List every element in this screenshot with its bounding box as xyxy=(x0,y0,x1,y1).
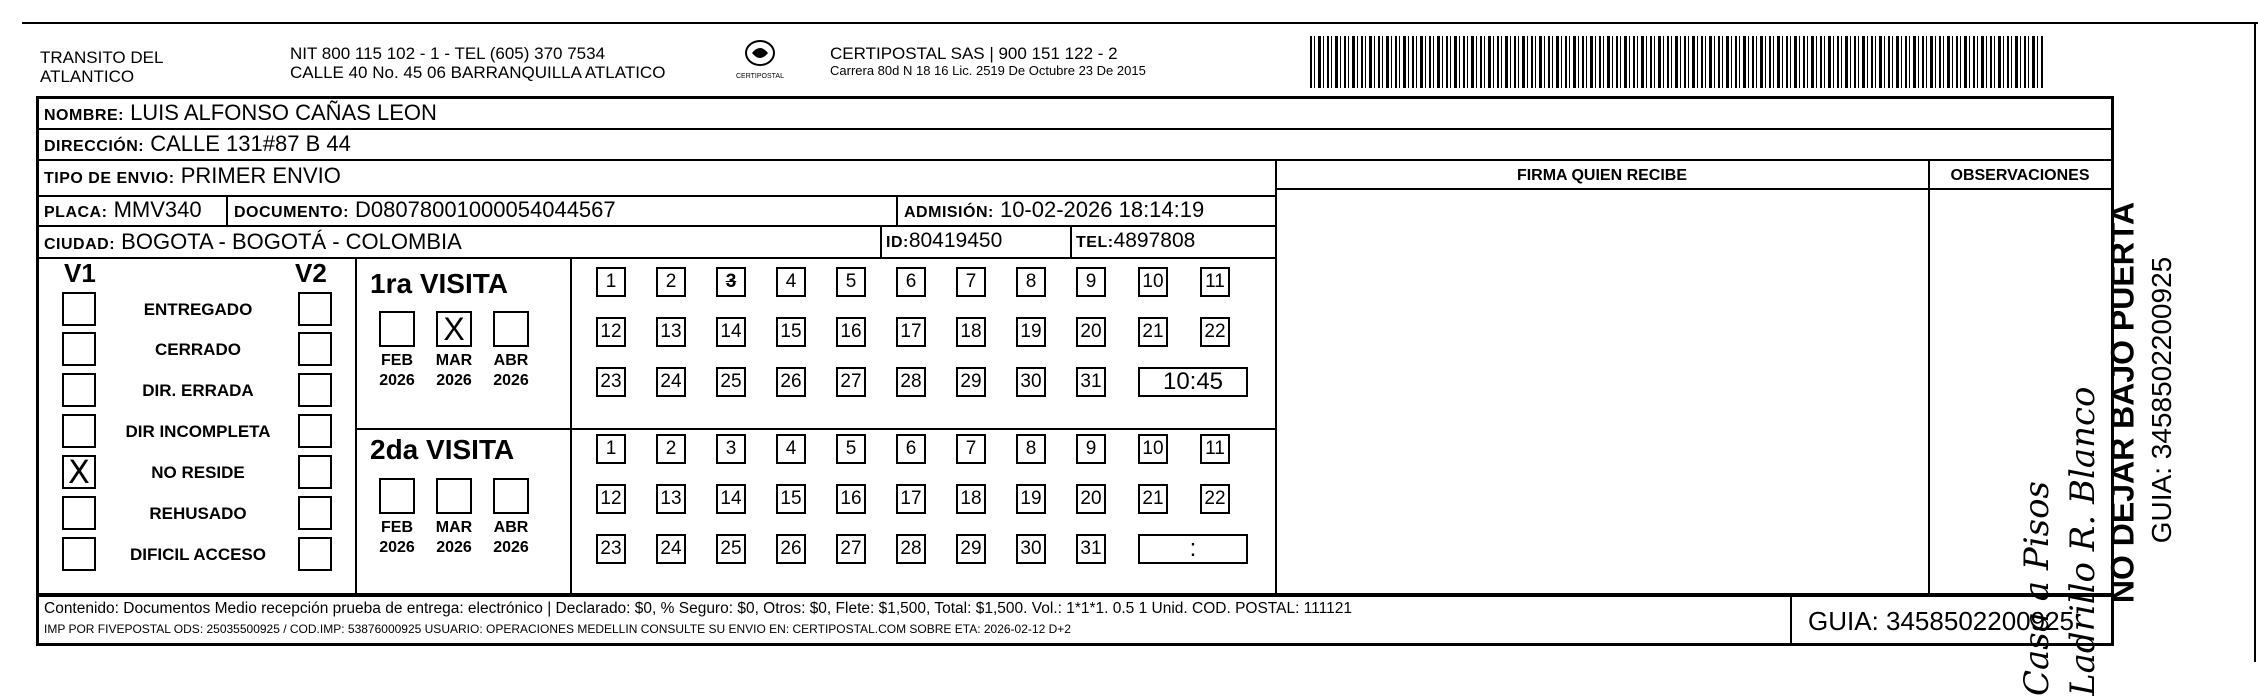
day-box[interactable]: 11 xyxy=(1200,267,1230,297)
id-field: ID:80419450 xyxy=(886,229,1003,252)
day-box[interactable]: 30 xyxy=(1016,367,1046,397)
day-box[interactable]: 3 xyxy=(716,267,746,297)
row-line xyxy=(38,159,2112,161)
barcode xyxy=(1310,36,2045,88)
v2-label: V2 xyxy=(295,258,327,288)
day-box[interactable]: 25 xyxy=(716,534,746,564)
day-box[interactable]: 13 xyxy=(656,317,686,347)
send-type-field: TIPO DE ENVIO: PRIMER ENVIO xyxy=(44,163,341,188)
day-box[interactable]: 14 xyxy=(716,317,746,347)
row-line xyxy=(38,257,1276,259)
observation-line2: Ladrillo R. Blanco xyxy=(2063,386,2103,696)
footer-guide: GUIA: 3458502200925 xyxy=(1808,606,2074,636)
day-box[interactable]: 11 xyxy=(1200,434,1230,464)
v1-checkbox[interactable] xyxy=(62,537,96,571)
day-box[interactable]: 27 xyxy=(836,367,866,397)
status-label: REHUSADO xyxy=(149,504,247,523)
day-box[interactable]: 19 xyxy=(1016,317,1046,347)
courier-logo: CERTIPOSTAL xyxy=(730,38,790,88)
plate-field: PLACA: MMV340 xyxy=(44,197,202,222)
day-box[interactable]: 21 xyxy=(1138,317,1168,347)
v2-checkbox[interactable] xyxy=(298,332,332,366)
v1-checkbox[interactable] xyxy=(62,292,96,326)
status-label: ENTREGADO xyxy=(143,300,253,319)
day-box[interactable]: 30 xyxy=(1016,534,1046,564)
day-box[interactable]: 7 xyxy=(956,434,986,464)
day-box[interactable]: 16 xyxy=(836,317,866,347)
courier-license: Carrera 80d N 18 16 Lic. 2519 De Octubre 23 De 2015 xyxy=(830,63,1146,78)
day-box[interactable]: 15 xyxy=(776,317,806,347)
day-box[interactable]: 24 xyxy=(656,367,686,397)
v1-checkbox[interactable] xyxy=(62,496,96,530)
signature-col-left xyxy=(1275,159,1277,596)
id-divider xyxy=(880,225,882,257)
day-box[interactable]: 4 xyxy=(776,267,806,297)
footer-content: Contenido: Documentos Medio recepción prueba de entrega: electrónico | Declarado: $0, % Seguro: $0, Otros: $0, Flete: $1,500, Total: $1,500. Vol.: 1*1*1. 0.5 1 Unid. COD. POSTAL: 111121 xyxy=(44,600,1352,617)
observations-header: OBSERVACIONES xyxy=(1950,167,2090,184)
day-box[interactable]: 6 xyxy=(896,434,926,464)
month-name: MAR xyxy=(435,519,473,536)
day-box[interactable]: 2 xyxy=(656,434,686,464)
tel-field: TEL:4897808 xyxy=(1076,229,1196,252)
month-year: 2026 xyxy=(493,539,529,556)
day-box[interactable]: 6 xyxy=(896,267,926,297)
v2-checkbox[interactable] xyxy=(298,373,332,407)
day-box[interactable]: 31 xyxy=(1076,367,1106,397)
v1-checkbox[interactable] xyxy=(62,373,96,407)
day-box[interactable]: 22 xyxy=(1200,484,1230,514)
sender-name: TRANSITO DEL ATLANTICO xyxy=(40,48,164,86)
day-box[interactable]: 8 xyxy=(1016,434,1046,464)
day-box[interactable]: 15 xyxy=(776,484,806,514)
courier-logo-icon xyxy=(743,38,777,68)
month-checkbox[interactable] xyxy=(493,478,529,514)
day-box[interactable]: 16 xyxy=(836,484,866,514)
month-name: FEB xyxy=(381,519,413,536)
day-box[interactable]: 18 xyxy=(956,317,986,347)
month-year: 2026 xyxy=(436,539,472,556)
visit-time[interactable]: : xyxy=(1138,534,1248,564)
address-field: DIRECCIÓN: CALLE 131#87 B 44 xyxy=(44,131,351,156)
day-box[interactable]: 29 xyxy=(956,534,986,564)
sender-nit: NIT 800 115 102 - 1 - TEL (605) 370 7534 xyxy=(290,44,606,63)
month-name: ABR xyxy=(493,519,529,536)
visit-section-divider xyxy=(570,257,572,596)
day-box[interactable]: 18 xyxy=(956,484,986,514)
day-box[interactable]: 31 xyxy=(1076,534,1106,564)
month-year: 2026 xyxy=(493,372,529,389)
day-box[interactable]: 27 xyxy=(836,534,866,564)
month-checkbox[interactable] xyxy=(493,311,529,347)
day-box[interactable]: 7 xyxy=(956,267,986,297)
day-box[interactable]: 26 xyxy=(776,534,806,564)
visit1-title: 1ra VISITA xyxy=(370,268,508,299)
plate-divider xyxy=(226,195,228,225)
name-field: NOMBRE: LUIS ALFONSO CAÑAS LEON xyxy=(44,100,437,125)
month-name: ABR xyxy=(493,352,529,369)
page-right-border xyxy=(2254,22,2256,662)
month-checkbox[interactable] xyxy=(436,478,472,514)
month-checkbox[interactable] xyxy=(379,311,415,347)
day-box[interactable]: 23 xyxy=(596,534,626,564)
sender-address: CALLE 40 No. 45 06 BARRANQUILLA ATLATICO xyxy=(290,63,666,82)
day-box[interactable]: 9 xyxy=(1076,267,1106,297)
v2-checkbox[interactable] xyxy=(298,414,332,448)
month-year: 2026 xyxy=(379,539,415,556)
column-header-line xyxy=(1276,188,2112,190)
sender-contact xyxy=(290,44,665,82)
day-box[interactable]: 20 xyxy=(1076,317,1106,347)
side-warning: NO DEJAR BAJO PUERTA xyxy=(2104,201,2141,604)
day-box[interactable]: 13 xyxy=(656,484,686,514)
status-label: DIR. ERRADA xyxy=(142,381,254,400)
day-box[interactable]: 12 xyxy=(596,484,626,514)
row-line xyxy=(38,225,1276,227)
day-box[interactable]: 25 xyxy=(716,367,746,397)
day-box[interactable]: 9 xyxy=(1076,434,1106,464)
day-box[interactable]: 4 xyxy=(776,434,806,464)
day-box[interactable]: 19 xyxy=(1016,484,1046,514)
status-label: DIR INCOMPLETA xyxy=(125,422,271,441)
day-box[interactable]: 22 xyxy=(1200,317,1230,347)
side-guide: GUIA: 3458502200925 xyxy=(2146,256,2177,544)
status-label: DIFICIL ACCESO xyxy=(129,545,266,564)
courier-info xyxy=(830,44,1146,79)
month-year: 2026 xyxy=(379,372,415,389)
v2-checkbox[interactable] xyxy=(298,537,332,571)
day-box[interactable]: 5 xyxy=(836,434,866,464)
day-box[interactable]: 3 xyxy=(716,434,746,464)
v1-label: V1 xyxy=(64,258,96,288)
day-box[interactable]: 1 xyxy=(596,434,626,464)
day-box[interactable]: 23 xyxy=(596,367,626,397)
status-label: CERRADO xyxy=(155,340,241,359)
admission-field: ADMISIÓN: 10-02-2026 18:14:19 xyxy=(904,197,1205,222)
day-box[interactable]: 21 xyxy=(1138,484,1168,514)
v2-checkbox[interactable] xyxy=(298,496,332,530)
month-checkbox[interactable]: X xyxy=(436,311,472,347)
admission-divider xyxy=(896,195,898,225)
day-box[interactable]: 24 xyxy=(656,534,686,564)
visit-row-divider xyxy=(356,428,1276,430)
day-box[interactable]: 20 xyxy=(1076,484,1106,514)
day-box[interactable]: 29 xyxy=(956,367,986,397)
row-line xyxy=(38,128,2112,130)
day-box[interactable]: 14 xyxy=(716,484,746,514)
month-name: MAR xyxy=(435,352,473,369)
day-box[interactable]: 26 xyxy=(776,367,806,397)
day-box[interactable]: 28 xyxy=(896,367,926,397)
day-box[interactable]: 2 xyxy=(656,267,686,297)
footer-print-info: IMP POR FIVEPOSTAL ODS: 25035500925 / COD.IMP: 53876000925 USUARIO: OPERACIONES MEDELLIN CONSULTE SU ENVIO EN: CERTIPOSTAL.COM SOBRE ETA: 2026-02-12 D+2 xyxy=(44,622,1071,636)
tel-divider xyxy=(1070,225,1072,257)
signature-header: FIRMA QUIEN RECIBE xyxy=(1516,167,1688,184)
footer-divider xyxy=(1790,596,1792,644)
day-box[interactable]: 8 xyxy=(1016,267,1046,297)
day-box[interactable]: 17 xyxy=(896,317,926,347)
day-box[interactable]: 1 xyxy=(596,267,626,297)
day-box[interactable]: 17 xyxy=(896,484,926,514)
v1-checkbox[interactable] xyxy=(62,332,96,366)
v1-checkbox[interactable] xyxy=(62,414,96,448)
city-field: CIUDAD: BOGOTA - BOGOTÁ - COLOMBIA xyxy=(44,229,462,254)
month-year: 2026 xyxy=(436,372,472,389)
month-checkbox[interactable] xyxy=(379,478,415,514)
visit2-title: 2da VISITA xyxy=(370,434,515,465)
v2-checkbox[interactable] xyxy=(298,455,332,489)
day-box[interactable]: 10 xyxy=(1138,434,1168,464)
day-box[interactable]: 10 xyxy=(1138,267,1168,297)
visit-time[interactable]: 10:45 xyxy=(1138,367,1248,397)
status-label: NO RESIDE xyxy=(151,463,245,482)
document-field: DOCUMENTO: D08078001000054044567 xyxy=(234,197,616,222)
v1-checkbox[interactable]: X xyxy=(62,455,96,489)
month-name: FEB xyxy=(381,352,413,369)
day-box[interactable]: 28 xyxy=(896,534,926,564)
status-section-divider xyxy=(355,257,357,596)
v2-checkbox[interactable] xyxy=(298,292,332,326)
page-top-border xyxy=(22,22,2258,24)
observation-line1: Casa a Pisos xyxy=(2017,480,2057,696)
courier-name: CERTIPOSTAL SAS | 900 151 122 - 2 xyxy=(830,44,1118,63)
day-box[interactable]: 12 xyxy=(596,317,626,347)
observation-col-left xyxy=(1928,159,1930,596)
day-box[interactable]: 5 xyxy=(836,267,866,297)
